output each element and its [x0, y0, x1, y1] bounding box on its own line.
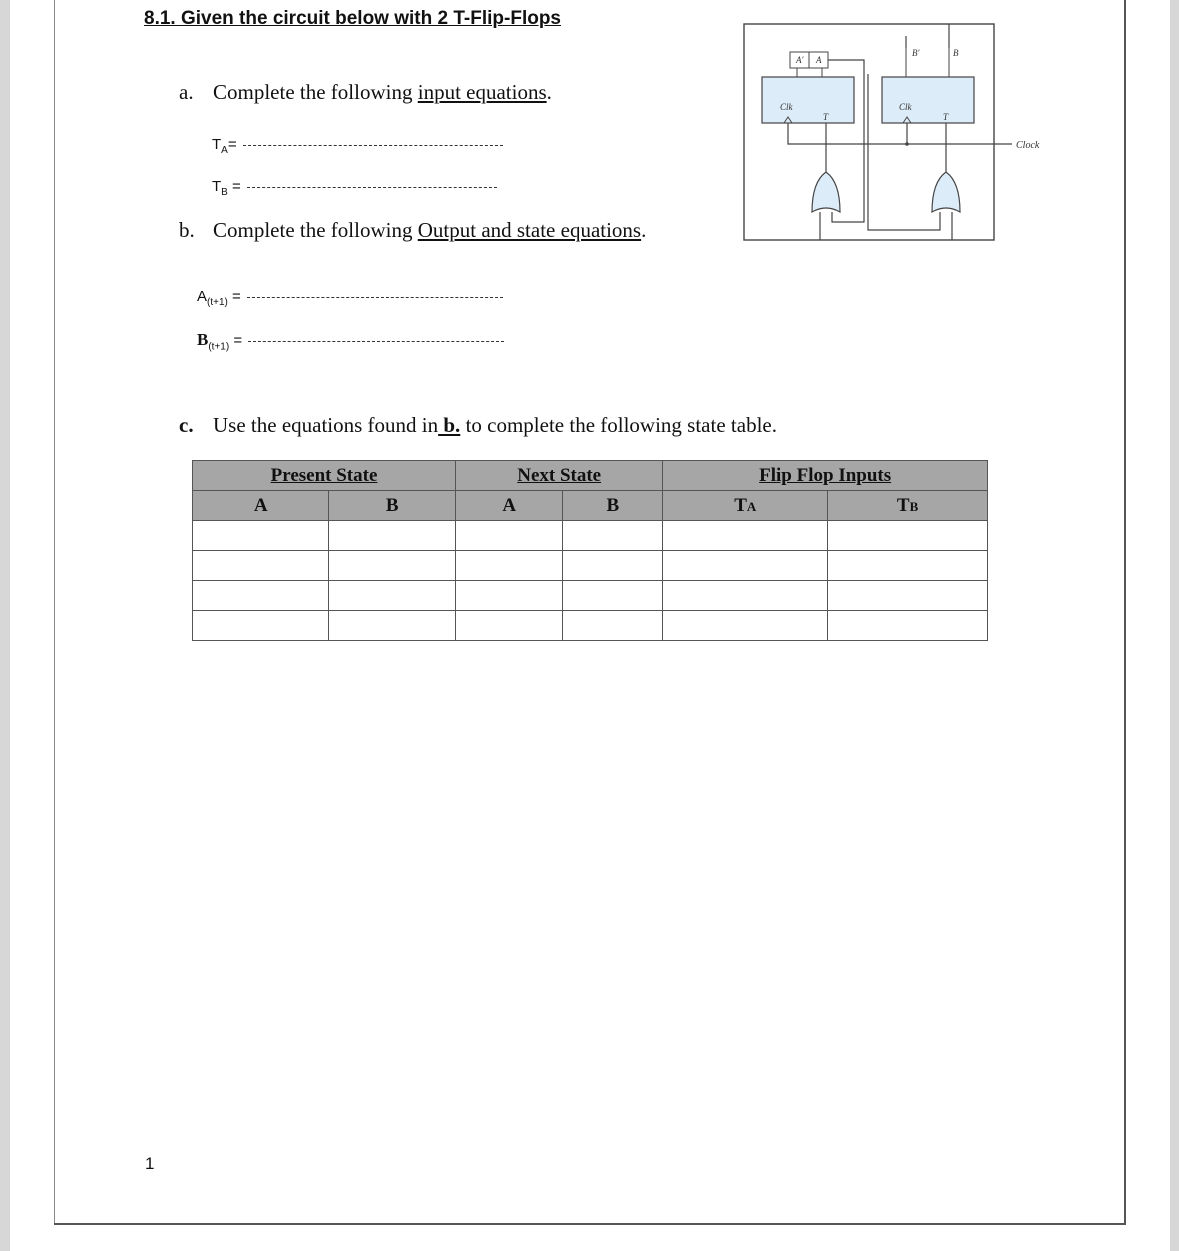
table-cell[interactable] — [563, 611, 663, 641]
or-gate-b — [932, 172, 960, 212]
page-border-right — [1124, 0, 1126, 1225]
ff-a-t-label: T — [823, 112, 829, 122]
col-next-b: B — [563, 491, 663, 521]
table-row — [193, 611, 988, 641]
table-cell[interactable] — [563, 581, 663, 611]
ff-a-clk-label: Clk — [780, 102, 793, 112]
header-present-state: Present State — [193, 461, 456, 491]
flip-flop-b — [882, 77, 974, 123]
table-cell[interactable] — [193, 611, 329, 641]
table-cell[interactable] — [663, 611, 828, 641]
table-cell[interactable] — [663, 551, 828, 581]
table-row — [193, 521, 988, 551]
equation-tb: $T_B$ = — [212, 178, 497, 198]
answer-blank[interactable] — [247, 297, 503, 298]
ff-b-t-label: T — [943, 112, 949, 122]
table-cell[interactable] — [563, 551, 663, 581]
table-cell[interactable] — [663, 521, 828, 551]
equation-ta: $T_A=$ — [212, 136, 503, 156]
table-cell[interactable] — [329, 581, 456, 611]
table-cell[interactable] — [663, 581, 828, 611]
table-cell[interactable] — [456, 521, 563, 551]
question-heading: 8.1. Given the circuit below with 2 T-Flip-Flops — [144, 8, 561, 29]
ff-b-q-label: B — [953, 48, 959, 58]
col-tb: TB — [828, 491, 988, 521]
or-gate-a — [812, 172, 840, 212]
col-ta: TA — [663, 491, 828, 521]
clock-label: Clock — [1016, 140, 1040, 151]
table-column-header-row — [193, 491, 988, 521]
table-cell[interactable] — [329, 521, 456, 551]
table-cell[interactable] — [193, 521, 329, 551]
table-group-header-row — [193, 461, 988, 491]
state-table — [192, 460, 988, 641]
table-cell[interactable] — [193, 581, 329, 611]
table-cell[interactable] — [828, 581, 988, 611]
col-present-b: B — [329, 491, 456, 521]
flip-flop-a — [762, 77, 854, 123]
col-next-a: A — [456, 491, 563, 521]
table-cell[interactable] — [456, 581, 563, 611]
table-cell[interactable] — [456, 551, 563, 581]
part-b-instruction: b. Complete the following Output and state equations. — [179, 218, 647, 242]
table-cell[interactable] — [828, 611, 988, 641]
table-cell[interactable] — [828, 521, 988, 551]
table-row — [193, 581, 988, 611]
header-flip-flop-inputs: Flip Flop Inputs — [663, 461, 988, 491]
circuit-diagram — [742, 22, 1052, 244]
equation-b-next: $B_{(t+1)}$ = — [197, 330, 504, 352]
table-cell[interactable] — [563, 521, 663, 551]
table-cell[interactable] — [329, 551, 456, 581]
header-next-state: Next State — [456, 461, 663, 491]
table-cell[interactable] — [828, 551, 988, 581]
answer-blank[interactable] — [243, 145, 503, 146]
equation-a-next: $A_{(t+1)}$ = — [197, 288, 503, 308]
page-border-left — [54, 0, 55, 1225]
page-number: 1 — [145, 1154, 155, 1173]
page-border-bottom — [54, 1223, 1126, 1225]
ff-b-clk-label: Clk — [899, 102, 912, 112]
answer-blank[interactable] — [247, 187, 497, 188]
ff-a-qbar-label: A' — [796, 55, 804, 65]
part-a-instruction: a. Complete the following input equations. — [179, 80, 552, 104]
table-cell[interactable] — [329, 611, 456, 641]
ff-b-qbar-label: B' — [912, 48, 920, 58]
answer-blank[interactable] — [248, 341, 504, 342]
ff-a-q-label: A — [816, 55, 822, 65]
table-cell[interactable] — [456, 611, 563, 641]
table-row — [193, 551, 988, 581]
part-c-instruction: c. Use the equations found in b. to complete the following state table. — [179, 413, 777, 437]
table-cell[interactable] — [193, 551, 329, 581]
col-present-a: A — [193, 491, 329, 521]
